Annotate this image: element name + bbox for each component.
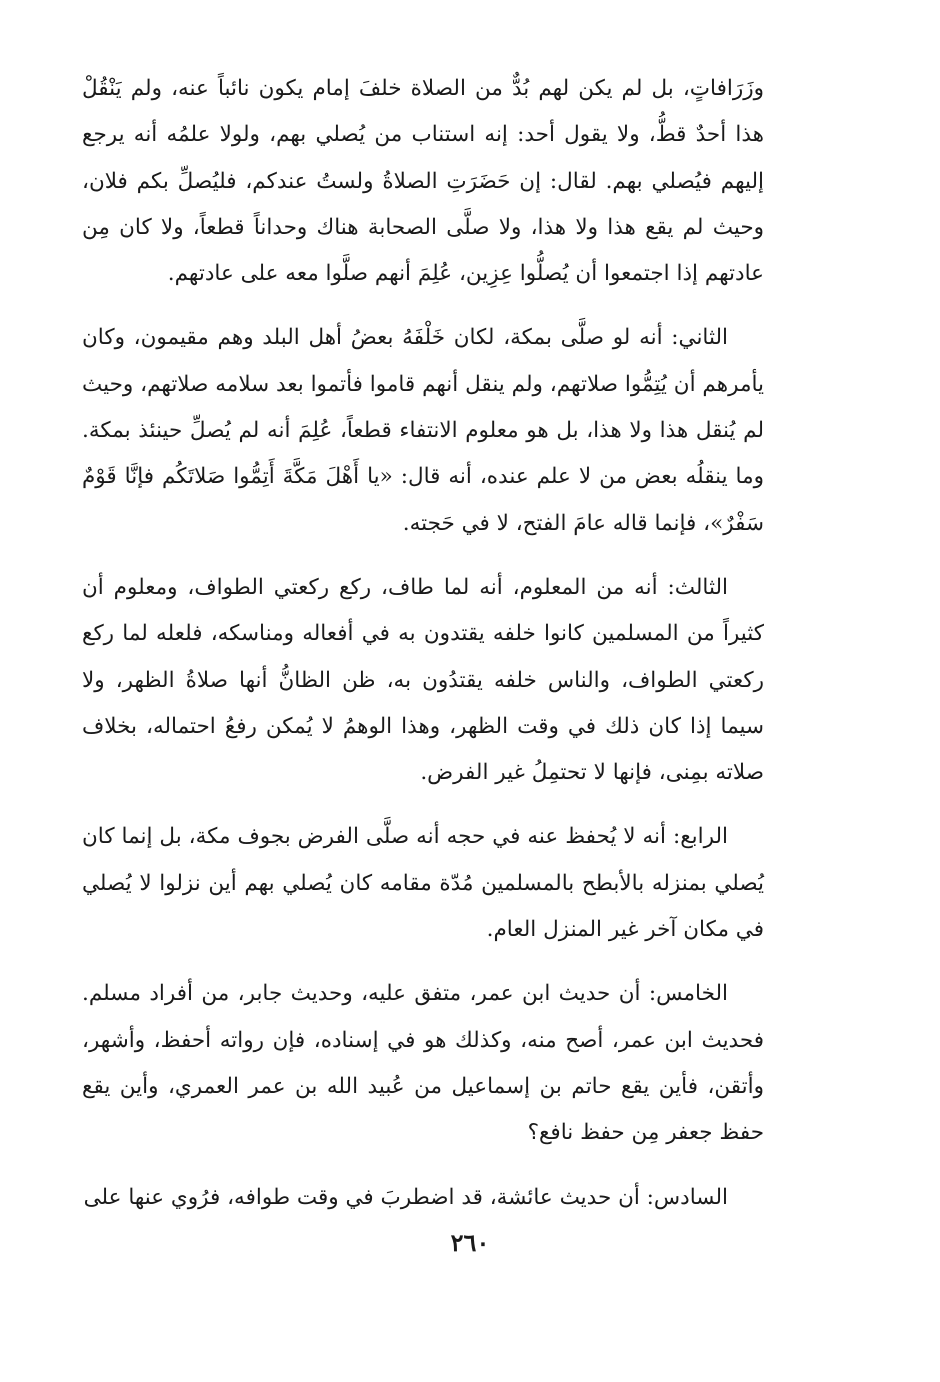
page-body (82, 66, 764, 1239)
paragraph-4: الرابع: أنه لا يُحفظ عنه في حجه أنه صلَّى الفرض بجوف مكة، بل إنما كان يُصلي بمنزله بالأبطح بالمسلمين مُدّة مقامه كان يُصلي بهم أين نزلوا لا يُصلي في مكان آخر غير المنزل العام. (82, 824, 764, 943)
paragraph-2: الثاني: أنه لو صلَّى بمكة، لكان خَلْفَهُ بعضُ أهل البلد وهم مقيمون، وكان يأمرهم أن يُتِمُّوا صلاتهم، ولم ينقل أنهم قاموا فأتموا بعد سلامه صلاتهم، وحيث لم يُنقل هذا ولا هذا، بل هو معلوم الانتفاء قطعاً، عُلِمَ أنه لم يُصلِّ حينئذ بمكة. وما ينقلُه بعض من لا علم عنده، أنه قال: «يا أَهْلَ مَكَّةَ أَتِمُّوا صَلاتَكُم فإنَّا قَوْمٌ سَفْرٌ»، فإنما قاله عامَ الفتح، لا في حَجته. (82, 325, 764, 536)
paragraph-3: الثالث: أنه من المعلوم، أنه لما طاف، ركع ركعتي الطواف، ومعلوم أن كثيراً من المسلمين كانوا خلفه يقتدون به في أفعاله ومناسكه، فلعله لما ركع ركعتي الطواف، والناس خلفه يقتدُون به، ظن الظانُّ أنها صلاةُ الظهر، ولا سيما إذا كان ذلك في وقت الظهر، وهذا الوهمُ لا يُمكن رفعُ احتماله، بخلاف صلاته بمِنى، فإنها لا تحتمِلُ غير الفرض. (82, 574, 764, 786)
paragraph-1: وزَرَافاتٍ، بل لم يكن لهم بُدٌّ من الصلاة خلفَ إمام يكون نائباً عنه، ولم يَنْقُلْ هذا أحدٌ قطُّ، ولا يقول أحد: إنه استناب من يُصلي بهم، ولولا علمُه أنه يرجع إليهم فيُصلي بهم. لقال: إن حَضَرَتِ الصلاةُ ولستُ عندكم، فليُصلِّ بكم فلان، وحيث لم يقع هذا ولا هذا، ولا صلَّى الصحابة هناك وحداناً قطعاً، ولا كان مِن عادتهم إذا اجتمعوا أن يُصلُّوا عِزِين، عُلِمَ أنهم صلَّوا معه على عادتهم. (82, 76, 764, 287)
paragraph-5: الخامس: أن حديث ابن عمر، متفق عليه، وحديث جابر، من أفراد مسلم. فحديث ابن عمر، أصح منه، وكذلك هو في إسناده، فإن رواته أحفظ، وأشهر، وأتقن، فأين يقع حاتم بن إسماعيل من عُبيد الله بن عمر العمري، وأين يقع حفظ جعفر مِن حفظ نافع؟ (82, 981, 764, 1146)
paragraph-6: السادس: أن حديث عائشة، قد اضطربَ في وقت طوافه، فرُوي عنها على (83, 1184, 728, 1210)
page-number: ٢٦٠ (450, 1228, 490, 1257)
